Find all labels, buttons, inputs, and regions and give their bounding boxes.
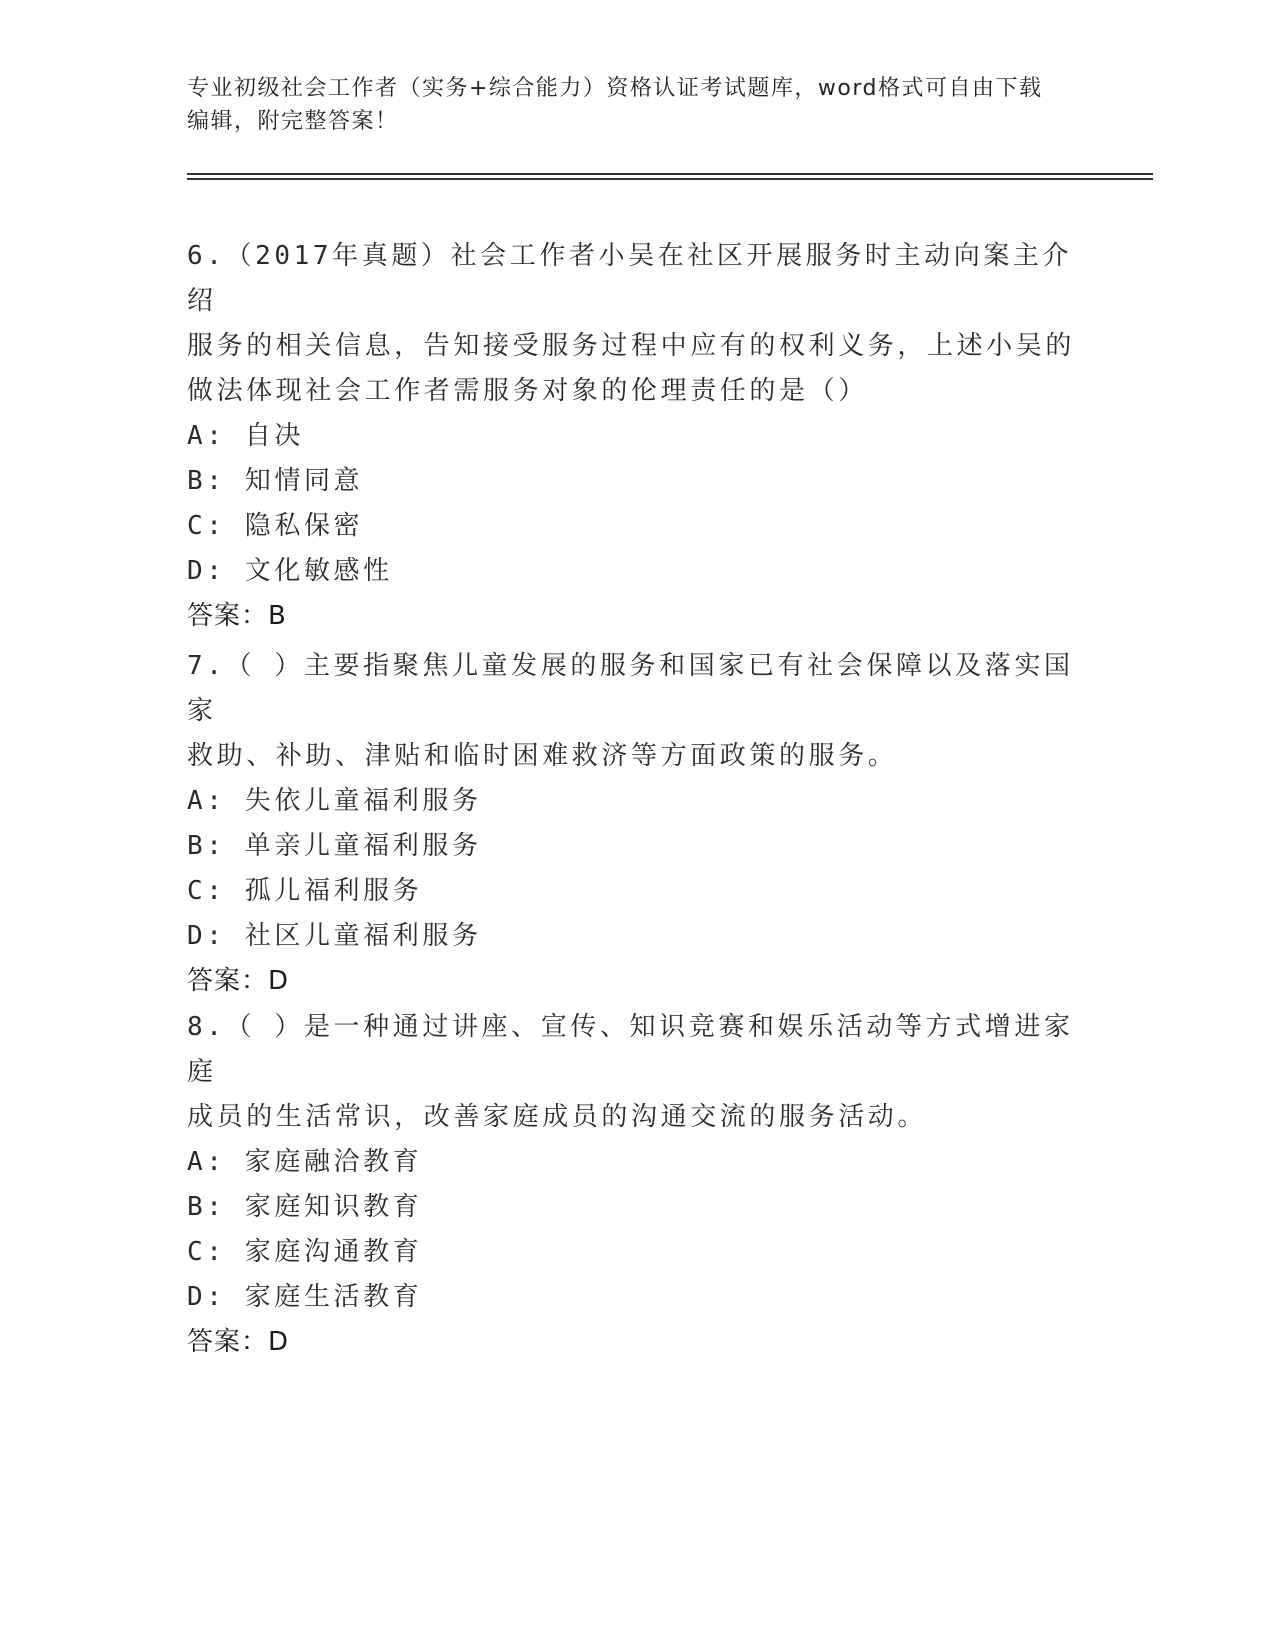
question-7 bbox=[187, 644, 1087, 1004]
header-line-2: 编辑，附完整答案！ bbox=[187, 109, 399, 134]
question-6 bbox=[187, 234, 1087, 639]
option-d: D: 社区儿童福利服务 bbox=[187, 921, 482, 951]
option-c: C: 孤儿福利服务 bbox=[187, 876, 423, 906]
question-stem-line: 6.（2017年真题）社会工作者小吴在社区开展服务时主动向案主介绍 bbox=[187, 241, 1073, 316]
header-divider-top bbox=[187, 173, 1153, 175]
header-divider-bottom bbox=[187, 178, 1153, 180]
option-a: A: 家庭融洽教育 bbox=[187, 1147, 423, 1177]
option-d: D: 文化敏感性 bbox=[187, 556, 393, 586]
option-c: C: 隐私保密 bbox=[187, 511, 364, 541]
question-stem-line: 7.（ ）主要指聚焦儿童发展的服务和国家已有社会保障以及落实国家 bbox=[187, 651, 1074, 726]
option-a: A: 自决 bbox=[187, 421, 304, 451]
question-stem-line: 8.（ ）是一种通过讲座、宣传、知识竞赛和娱乐活动等方式增进家庭 bbox=[187, 1012, 1074, 1087]
question-stem-line: 成员的生活常识，改善家庭成员的沟通交流的服务活动。 bbox=[187, 1102, 928, 1132]
question-stem-line: 救助、补助、津贴和临时困难救济等方面政策的服务。 bbox=[187, 741, 898, 771]
option-b: B: 单亲儿童福利服务 bbox=[187, 831, 482, 861]
option-c: C: 家庭沟通教育 bbox=[187, 1237, 423, 1267]
option-b: B: 知情同意 bbox=[187, 466, 364, 496]
header-line-1: 专业初级社会工作者（实务+综合能力）资格认证考试题库，word格式可自由下载 bbox=[187, 76, 1043, 101]
answer: 答案：B bbox=[187, 601, 287, 631]
question-8 bbox=[187, 1005, 1087, 1365]
question-stem-line: 服务的相关信息，告知接受服务过程中应有的权利义务，上述小吴的 bbox=[187, 331, 1076, 361]
answer: 答案：D bbox=[187, 966, 290, 996]
option-d: D: 家庭生活教育 bbox=[187, 1282, 423, 1312]
document-header bbox=[187, 72, 1087, 138]
question-stem-line: 做法体现社会工作者需服务对象的伦理责任的是（） bbox=[187, 376, 868, 406]
answer: 答案：D bbox=[187, 1327, 290, 1357]
option-b: B: 家庭知识教育 bbox=[187, 1192, 423, 1222]
option-a: A: 失依儿童福利服务 bbox=[187, 786, 482, 816]
